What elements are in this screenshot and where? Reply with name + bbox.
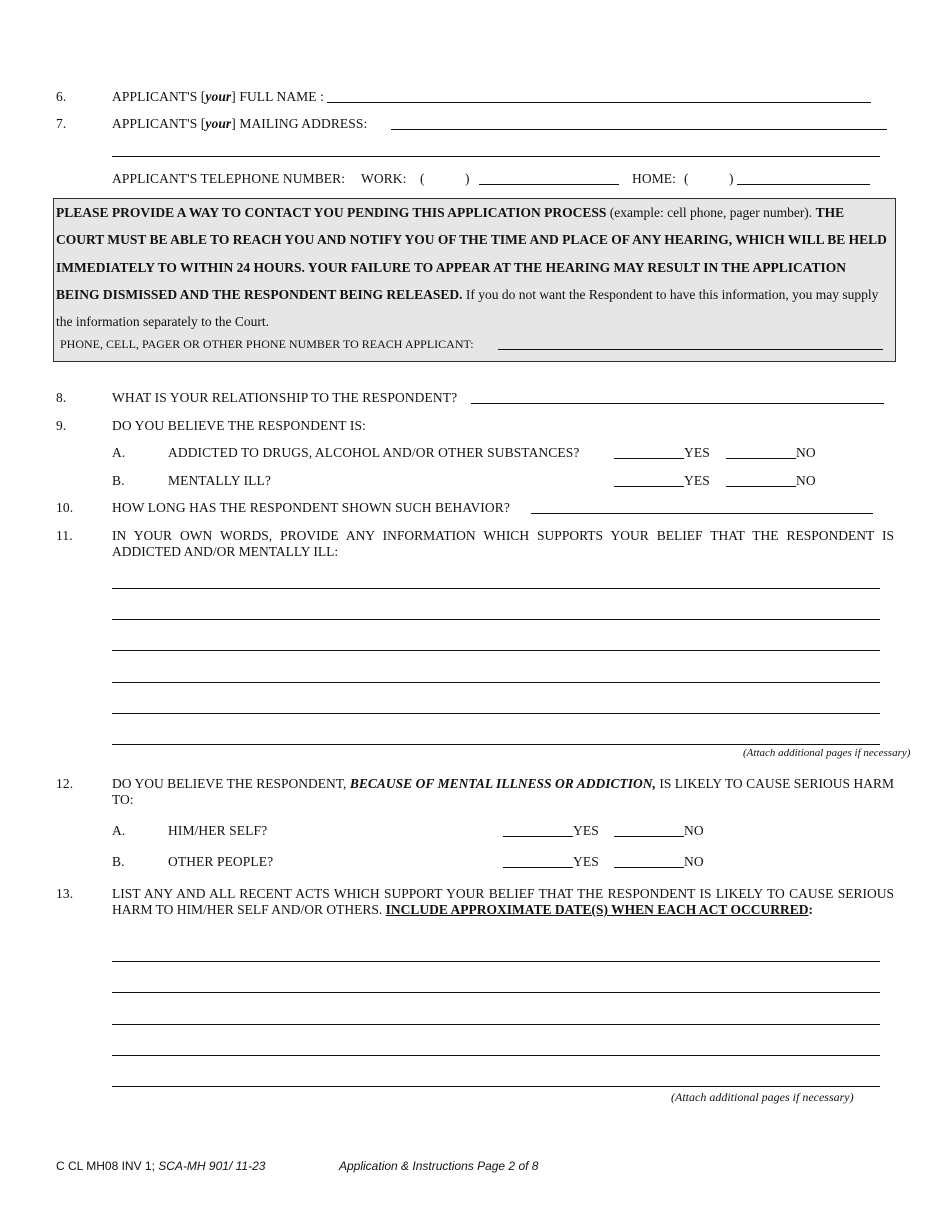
q9a-yes-blank[interactable] [614, 458, 684, 459]
contact-notice-box [53, 198, 896, 362]
mailing-address-field-1[interactable] [391, 129, 887, 130]
q9b-label: MENTALLY ILL? [168, 473, 271, 488]
q12a-no-blank[interactable] [614, 836, 684, 837]
contact-notice-text: PLEASE PROVIDE A WAY TO CONTACT YOU PENDING THIS APPLICATION PROCESS (example: cell phone, pager number). THE COURT MUST BE ABLE TO REACH YOU AND NOTIFY YOU OF THE TIME AND PLACE OF ANY HEARING, WHICH WILL BE HELD IMMEDIATELY TO WITHIN 24 HOURS. YOUR FAILURE TO APPEAR AT THE HEARING MAY RESULT IN THE APPLICATION BEING DISMISSED AND THE RESPONDENT BEING RELEASED. If you do not want the Respondent to have this information, you may supply the information separately to the Court. [56, 205, 887, 330]
q12-label: DO YOU BELIEVE THE RESPONDENT, BECAUSE OF MENTAL ILLNESS OR ADDICTION, IS LIKELY TO CAUSE SERIOUS HARM TO: [112, 776, 895, 807]
work-phone-field[interactable] [479, 184, 619, 185]
q9b-letter: B. [112, 473, 125, 488]
q9b-yes-blank[interactable] [614, 486, 684, 487]
full-name-field[interactable] [327, 102, 871, 103]
q10-number: 10. [56, 500, 74, 515]
home-phone-field[interactable] [737, 184, 870, 185]
q11-answer-line-3[interactable] [112, 650, 880, 651]
mailing-address-field-2[interactable] [112, 156, 880, 157]
q12b-yes-label: YES [573, 854, 599, 869]
contact-phone-label: PHONE, CELL, PAGER OR OTHER PHONE NUMBER TO REACH APPLICANT: [60, 337, 474, 351]
q9b-yes-label: YES [684, 473, 710, 488]
footer-form-code: C CL MH08 INV 1; SCA-MH 901/ 11-23 [56, 1159, 266, 1173]
relationship-field[interactable] [471, 403, 884, 404]
q12a-yes-label: YES [573, 823, 599, 838]
q13-answer-line-1[interactable] [112, 961, 880, 962]
q12b-yes-blank[interactable] [503, 867, 573, 868]
q11-label: IN YOUR OWN WORDS, PROVIDE ANY INFORMATION WHICH SUPPORTS YOUR BELIEF THAT THE RESPONDENT IS ADDICTED AND/OR MENTALLY ILL: [112, 528, 894, 559]
behavior-duration-field[interactable] [531, 513, 873, 514]
q12a-label: HIM/HER SELF? [168, 823, 268, 838]
q12b-label: OTHER PEOPLE? [168, 854, 274, 869]
q9a-yes-label: YES [684, 445, 710, 460]
q12a-yes-blank[interactable] [503, 836, 573, 837]
q8-number: 8. [56, 390, 67, 405]
q13-answer-line-4[interactable] [112, 1055, 880, 1056]
q12a-letter: A. [112, 823, 126, 838]
q9-label: DO YOU BELIEVE THE RESPONDENT IS: [112, 418, 366, 433]
q13-answer-line-5[interactable] [112, 1086, 880, 1087]
q8-label: WHAT IS YOUR RELATIONSHIP TO THE RESPONDENT? [112, 390, 458, 405]
footer-page-number: Application & Instructions Page 2 of 8 [339, 1159, 539, 1173]
q7-number: 7. [56, 116, 67, 131]
q10-label: HOW LONG HAS THE RESPONDENT SHOWN SUCH BEHAVIOR? [112, 500, 510, 515]
q7-label: APPLICANT'S [your] MAILING ADDRESS: [112, 116, 368, 131]
contact-phone-field[interactable] [498, 349, 883, 350]
q11-number: 11. [56, 528, 73, 543]
q13-attach-note: (Attach additional pages if necessary) [671, 1090, 854, 1104]
home-label: HOME: [632, 171, 676, 186]
q13-number: 13. [56, 886, 74, 901]
q9a-letter: A. [112, 445, 126, 460]
q6-number: 6. [56, 89, 67, 104]
q11-answer-line-2[interactable] [112, 619, 880, 620]
work-label: WORK: [361, 171, 407, 186]
q12-number: 12. [56, 776, 74, 791]
q12b-letter: B. [112, 854, 125, 869]
q9a-no-label: NO [796, 445, 816, 460]
q9-number: 9. [56, 418, 67, 433]
q9b-no-label: NO [796, 473, 816, 488]
q11-attach-note: (Attach additional pages if necessary) [743, 747, 911, 759]
q9a-no-blank[interactable] [726, 458, 796, 459]
q9b-no-blank[interactable] [726, 486, 796, 487]
q11-answer-line-6[interactable] [112, 744, 880, 745]
work-open-paren: ( [420, 171, 425, 186]
q13-answer-line-2[interactable] [112, 992, 880, 993]
q6-label: APPLICANT'S [your] FULL NAME : [112, 89, 324, 104]
home-close-paren: ) [729, 171, 734, 186]
phone-label: APPLICANT'S TELEPHONE NUMBER: [112, 171, 346, 186]
q13-label: LIST ANY AND ALL RECENT ACTS WHICH SUPPORT YOUR BELIEF THAT THE RESPONDENT IS LIKELY TO CAUSE SERIOUS HARM TO HIM/HER SELF AND/OR OTHERS. INCLUDE APPROXIMATE DATE(S) WHEN EACH ACT OCCURRED: [112, 886, 894, 917]
work-close-paren: ) [465, 171, 470, 186]
q11-answer-line-4[interactable] [112, 682, 880, 683]
q13-answer-line-3[interactable] [112, 1024, 880, 1025]
q12b-no-label: NO [684, 854, 704, 869]
q9a-label: ADDICTED TO DRUGS, ALCOHOL AND/OR OTHER SUBSTANCES? [168, 445, 580, 460]
q12b-no-blank[interactable] [614, 867, 684, 868]
q11-answer-line-5[interactable] [112, 713, 880, 714]
q11-answer-line-1[interactable] [112, 588, 880, 589]
q12a-no-label: NO [684, 823, 704, 838]
home-open-paren: ( [684, 171, 689, 186]
